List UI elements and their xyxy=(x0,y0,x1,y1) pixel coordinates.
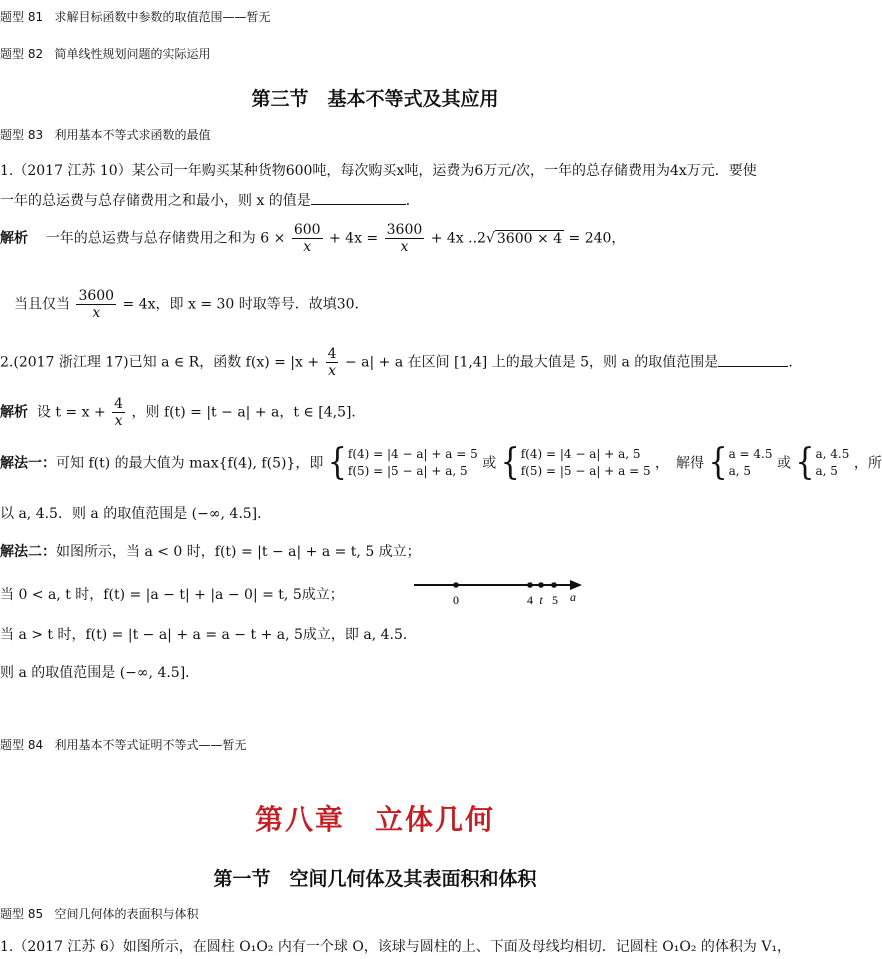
topic-label: 题型 83 xyxy=(0,128,44,142)
equation: f(5) = |5 − a| + a, 5 xyxy=(347,464,468,479)
point-5 xyxy=(551,582,557,588)
numerator: 4 xyxy=(114,396,124,412)
question-2 xyxy=(0,346,802,379)
left-brace: { xyxy=(795,441,815,484)
fraction xyxy=(385,222,425,255)
solution-label: 解析 xyxy=(0,404,28,421)
solution-text: = 4x，即 x = 30 时取等号．故填30． xyxy=(122,296,369,313)
topic-label: 题型 82 xyxy=(0,47,44,61)
answer-blank xyxy=(718,365,788,367)
fraction xyxy=(326,346,339,379)
topic-text: 简单线性规划问题的实际运用 xyxy=(54,47,211,61)
arrow-head xyxy=(570,580,582,590)
label-a: a xyxy=(570,590,576,604)
question-1-solution-line2 xyxy=(14,288,369,321)
numerator: 600 xyxy=(293,222,321,238)
method-1 xyxy=(0,441,882,484)
method-label: 解法一： xyxy=(0,455,56,472)
question-end: ． xyxy=(788,354,803,371)
topic-84 xyxy=(0,736,247,753)
number-line-figure xyxy=(410,574,590,608)
topic-81 xyxy=(0,8,271,25)
equation-system-a xyxy=(327,441,478,484)
label-t: t xyxy=(539,593,543,607)
method-2-line3: 当 a > t 时，f(t) = |t − a| + a = a − t + a, 5成立，即 a, 4.5． xyxy=(0,627,417,643)
question-end: ． xyxy=(405,193,420,209)
expr-part: = 240， xyxy=(568,230,626,247)
topic-85 xyxy=(0,905,199,922)
method-text: 如图所示，当 a < 0 时，f(t) = |t − a| + a = t, 5 成立； xyxy=(56,544,421,560)
topic-label: 题型 85 xyxy=(0,907,44,921)
denominator: x xyxy=(328,363,336,380)
sqrt-content: 3600 × 4 xyxy=(496,230,563,247)
question-2-solution xyxy=(0,396,365,429)
equation: a, 5 xyxy=(728,464,751,479)
point-4 xyxy=(527,582,533,588)
expr-part: + 4x = xyxy=(329,230,379,247)
method-2-line2: 当 0 < a, t 时，f(t) = |a − t| + |a − 0| = t, 5成立； xyxy=(0,587,344,603)
denominator: x xyxy=(114,413,123,430)
numerator: 4 xyxy=(327,346,337,362)
equation: f(5) = |5 − a| + a = 5 xyxy=(520,464,651,479)
answer-blank xyxy=(311,203,406,205)
solve-text: ， 解得 xyxy=(655,455,705,472)
numerator: 3600 xyxy=(78,288,115,304)
topic-text: 利用基本不等式证明不等式——暂无 xyxy=(54,738,247,752)
question-text: 一年的总运费与总存储费用之和最小，则 x 的值是 xyxy=(0,193,311,209)
question-3: 1.（2017 江苏 6）如图所示，在圆柱 O₁O₂ 内有一个球 O，该球与圆柱的上、下面及母线均相切．记圆柱 O₁O₂ 的体积为 V₁， xyxy=(0,939,792,955)
equation-system-d xyxy=(795,441,850,484)
equation: a = 4.5 xyxy=(728,447,773,461)
method-text: 可知 f(t) 的最大值为 max{f(4), f(5)}，即 xyxy=(56,455,324,472)
topic-text: 求解目标函数中参数的取值范围——暂无 xyxy=(54,10,271,24)
question-text: − a| + a 在区间 [1,4] 上的最大值是 5，则 a 的取值范围是 xyxy=(344,354,719,371)
label-0: 0 xyxy=(453,593,459,607)
fraction xyxy=(76,288,116,321)
equation-system-c xyxy=(708,441,773,484)
or-text: 或 xyxy=(776,455,791,472)
denominator: x xyxy=(400,239,409,256)
topic-label: 题型 84 xyxy=(0,738,44,752)
topic-text: 空间几何体的表面积与体积 xyxy=(54,907,199,921)
topic-83 xyxy=(0,126,211,143)
equation: a, 5 xyxy=(815,464,838,479)
fraction xyxy=(292,222,323,255)
fraction xyxy=(112,396,125,429)
question-1-line1: 1.（2017 江苏 10）某公司一年购买某种货物600吨，每次购买x吨，运费为6万元/次，一年的总存储费用为4x万元．要使 xyxy=(0,163,757,179)
point-t xyxy=(538,582,544,588)
solution-text: 设 t = x + xyxy=(36,404,106,421)
solution-text: 一年的总运费与总存储费用之和为 xyxy=(45,230,256,247)
equation: a, 4.5 xyxy=(815,447,850,461)
topic-82 xyxy=(0,45,211,62)
method-2-line4: 则 a 的取值范围是 (−∞, 4.5]． xyxy=(0,665,200,681)
solution-text: ，则 f(t) = |t − a| + a，t ∈ [4,5]． xyxy=(131,404,366,421)
equation: f(4) = |4 − a| + a = 5 xyxy=(347,447,478,461)
method-1-line2: 以 a, 4.5．则 a 的取值范围是 (−∞, 4.5]． xyxy=(0,506,272,522)
method-label: 解法二： xyxy=(0,544,56,560)
trail-text: ，所 xyxy=(853,455,882,472)
equation: f(4) = |4 − a| + a, 5 xyxy=(520,447,641,461)
or-text: 或 xyxy=(482,455,497,472)
topic-label: 题型 81 xyxy=(0,10,44,24)
question-1-line2 xyxy=(0,190,420,210)
solution-label: 解析 xyxy=(0,230,28,247)
denominator: x xyxy=(303,239,312,256)
question-1-solution: 解析 一年的总运费与总存储费用之和为 6 × $\frac{600}{x}$ + 4x = $\frac{3600}{x}$ + 4x ..2√ 3600 × 4 = 240， xyxy=(0,222,626,256)
left-brace: { xyxy=(708,441,728,484)
chapter-title: 第八章 立体几何 xyxy=(254,803,495,836)
method-2 xyxy=(0,541,421,561)
expr-part: + 4x ..2 xyxy=(430,230,486,247)
label-4: 4 xyxy=(527,593,533,607)
solution-text: 当且仅当 xyxy=(14,296,70,313)
label-5: 5 xyxy=(552,593,558,607)
section-title: 第三节 基本不等式及其应用 xyxy=(251,88,499,110)
equation-system-b xyxy=(500,441,651,484)
left-brace: { xyxy=(327,441,347,484)
expr-part: 6 × xyxy=(260,230,286,247)
left-brace: { xyxy=(500,441,520,484)
question-text: 2.(2017 浙江理 17)已知 a ∈ R，函数 f(x) = |x + xyxy=(0,354,320,371)
point-0 xyxy=(453,582,459,588)
denominator: x xyxy=(92,305,101,322)
numerator: 3600 xyxy=(386,222,423,238)
section-title: 第一节 空间几何体及其表面积和体积 xyxy=(213,868,537,890)
topic-text: 利用基本不等式求函数的最值 xyxy=(54,128,211,142)
